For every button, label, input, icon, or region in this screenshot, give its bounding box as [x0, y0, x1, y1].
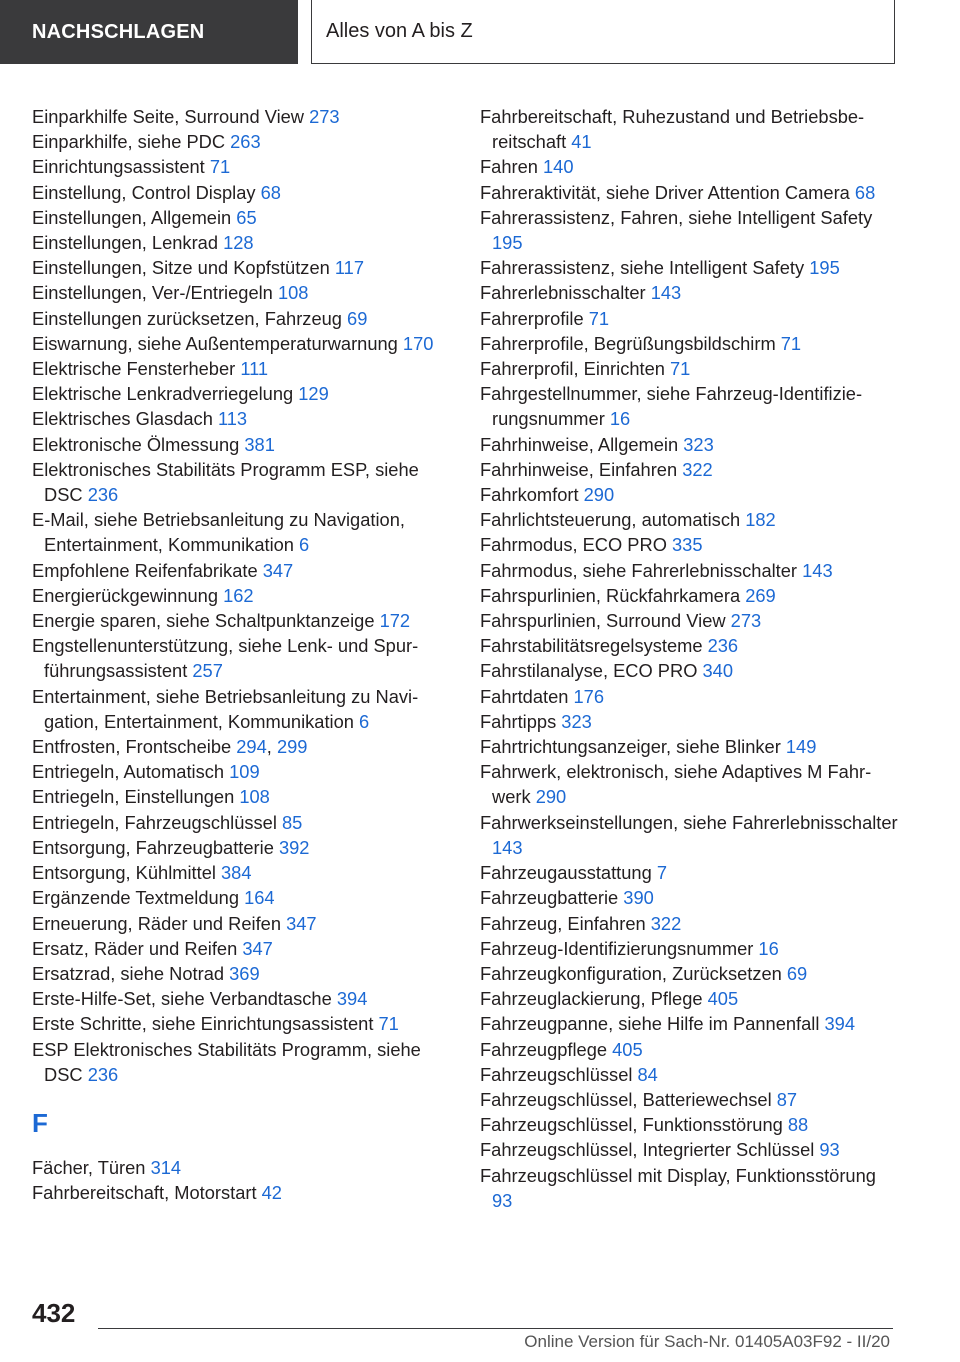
- page-reference-link[interactable]: 195: [809, 257, 840, 279]
- page-reference-link[interactable]: 71: [209, 156, 231, 178]
- index-entry: Entfrosten, Frontscheibe 294, 299: [32, 736, 308, 758]
- index-entry: [32, 885, 452, 910]
- page-reference-link[interactable]: 394: [824, 1013, 856, 1035]
- index-entry: [480, 1087, 900, 1112]
- page-reference-link[interactable]: 71: [670, 358, 691, 380]
- index-term: Fahrzeugausstattung: [480, 862, 657, 884]
- index-term: Fahrtipps: [480, 710, 562, 732]
- page-reference-link[interactable]: 108: [239, 786, 270, 808]
- page-reference-link[interactable]: 41: [571, 131, 592, 153]
- index-entry: [32, 759, 452, 784]
- index-term: Fahrbereitschaft, Ruhezustand und Betriebsbereitschaft: [480, 106, 865, 153]
- index-term: Einstellungen, Ver-/Entriegeln: [32, 282, 278, 304]
- index-entry: [32, 180, 452, 205]
- page-reference-link[interactable]: 347: [262, 559, 294, 581]
- index-entry: [480, 759, 900, 809]
- index-term: Fahreraktivität, siehe Driver Attention Camera: [480, 181, 855, 203]
- index-entry: [480, 911, 900, 936]
- index-entry: [480, 810, 900, 860]
- page-reference-link[interactable]: 16: [758, 937, 779, 959]
- index-entry: [32, 129, 452, 154]
- index-column-left: [32, 104, 452, 1205]
- page-reference-link[interactable]: 347: [242, 937, 273, 959]
- index-term: Einstellungen, Sitze und Kopfstützen: [32, 257, 335, 279]
- page-reference-link[interactable]: 7: [656, 862, 668, 884]
- page-reference-link[interactable]: 176: [573, 685, 605, 707]
- page-reference-link[interactable]: 109: [229, 761, 260, 783]
- index-term: Fahrmodus, ECO PRO: [480, 534, 673, 556]
- index-term: Elektrische Fensterheber: [32, 358, 241, 380]
- index-entry: [480, 482, 900, 507]
- page-reference-link[interactable]: 290: [583, 484, 615, 506]
- index-entry: [480, 734, 900, 759]
- index-entry: [32, 356, 452, 381]
- index-entry: [480, 885, 900, 910]
- index-entry: [32, 558, 452, 583]
- index-term: Fahrzeugkonfiguration, Zurücksetzen: [480, 962, 787, 984]
- index-term: Fahrerprofile, Begrüßungsbildschirm: [480, 332, 781, 354]
- index-term: Entsorgung, Kühlmittel: [32, 862, 222, 884]
- page-reference-link[interactable]: 143: [650, 282, 682, 304]
- index-term: Fahrwerk, elektronisch, siehe Adaptives M Fahrwerk: [480, 761, 872, 808]
- index-term: Entfrosten, Frontscheibe: [32, 736, 237, 758]
- index-entry: [480, 1137, 900, 1162]
- index-entry: [480, 457, 900, 482]
- index-entry: [32, 961, 452, 986]
- index-entry: [480, 432, 900, 457]
- page-reference-link[interactable]: 263: [230, 131, 261, 153]
- index-entry: [480, 1011, 900, 1036]
- index-entry: [32, 986, 452, 1011]
- index-entry: [32, 507, 452, 557]
- page-reference-link[interactable]: 236: [87, 1063, 119, 1085]
- index-entry: [480, 104, 900, 154]
- index-term: Entriegeln, Fahrzeugschlüssel: [32, 811, 282, 833]
- page-reference-link[interactable]: 322: [682, 458, 713, 480]
- page-reference-link[interactable]: 162: [223, 584, 254, 606]
- page-reference-link[interactable]: 71: [588, 307, 610, 329]
- index-term: Fahrzeug-Identifizierungsnummer: [480, 937, 759, 959]
- index-term: Fächer, Türen: [32, 1156, 151, 1178]
- page-reference-link[interactable]: 269: [745, 584, 776, 606]
- index-entry: [32, 1037, 452, 1087]
- index-term: Fahrzeug, Einfahren: [480, 912, 651, 934]
- index-entry: [480, 961, 900, 986]
- index-term: Fahrmodus, siehe Fahrerlebnisschalter: [480, 559, 803, 581]
- index-entry: [480, 633, 900, 658]
- index-entry: [32, 280, 452, 305]
- index-entry: [480, 356, 900, 381]
- index-term: Fahrlichtsteuerung, automatisch: [480, 509, 746, 531]
- page-reference-link[interactable]: 113: [217, 408, 248, 430]
- index-entry: [32, 230, 452, 255]
- page-reference-link[interactable]: 129: [298, 383, 329, 405]
- index-term: Einstellung, Control Display: [32, 181, 261, 203]
- index-entry: [480, 381, 900, 431]
- index-entry: [480, 608, 900, 633]
- index-entry: [480, 1062, 900, 1087]
- index-term: Fahrbereitschaft, Motorstart: [32, 1182, 262, 1204]
- page-reference-link[interactable]: 182: [745, 509, 776, 531]
- page-reference-link[interactable]: 195: [492, 232, 523, 254]
- footer-divider: [98, 1328, 893, 1329]
- index-list-f-continued: [480, 104, 900, 1213]
- index-term: Fahrerprofil, Einrichten: [480, 358, 670, 380]
- page-reference-link[interactable]: 68: [854, 181, 876, 203]
- page-reference-link[interactable]: 314: [150, 1156, 182, 1178]
- page-reference-link[interactable]: 85: [281, 811, 303, 833]
- chapter-title: Alles von A bis Z: [311, 0, 895, 64]
- index-entry: [480, 658, 900, 683]
- page-reference-link[interactable]: 405: [612, 1038, 643, 1060]
- page-reference-link[interactable]: 405: [707, 988, 739, 1010]
- index-term: Entsorgung, Fahrzeugbatterie: [32, 836, 279, 858]
- index-entry: [480, 154, 900, 179]
- page-number: 432: [32, 1298, 76, 1328]
- page-reference-link[interactable]: 140: [543, 156, 574, 178]
- page-reference-link[interactable]: 236: [87, 484, 119, 506]
- index-term: Fahrwerkseinstellungen, siehe Fahrerlebnisschalter: [480, 811, 898, 833]
- index-term: Elektrisches Glasdach: [32, 408, 218, 430]
- index-term: Elektronisches Stabilitäts Programm ESP, siehe DSC: [32, 458, 419, 506]
- index-entry: [480, 860, 900, 885]
- index-term: Fahrzeugbatterie: [480, 887, 624, 909]
- index-term: Erste-Hilfe-Set, siehe Verbandtasche: [32, 988, 337, 1010]
- page-reference-link[interactable]: 290: [535, 786, 567, 808]
- index-term: Fahrspurlinien, Surround View: [480, 610, 731, 632]
- page-reference-link[interactable]: 299: [276, 736, 308, 758]
- page-reference-link[interactable]: 381: [244, 433, 275, 455]
- page-reference-link[interactable]: 117: [334, 257, 365, 279]
- index-entry: [32, 331, 452, 356]
- page-reference-link[interactable]: 6: [359, 710, 370, 732]
- index-term: Fahrspurlinien, Rückfahrkamera: [480, 584, 746, 606]
- index-list-e: [32, 104, 452, 1087]
- index-entry: [480, 709, 900, 734]
- index-entry: [32, 860, 452, 885]
- page-reference-link[interactable]: 68: [260, 181, 281, 203]
- page-reference-link[interactable]: 273: [309, 106, 340, 127]
- index-term: Einstellungen zurücksetzen, Fahrzeug: [32, 307, 348, 329]
- index-entry: [480, 180, 900, 205]
- index-entry: [32, 432, 452, 457]
- index-term: Fahrerprofile: [480, 307, 589, 329]
- index-entry: [480, 936, 900, 961]
- index-term: Fahrerlebnisschalter: [480, 282, 651, 304]
- index-term: Eiswarnung, siehe Außentemperaturwarnung: [32, 332, 403, 354]
- index-entry: [32, 810, 452, 835]
- index-term: Fahrstilanalyse, ECO PRO: [480, 660, 703, 682]
- page-reference-link[interactable]: 273: [730, 610, 762, 632]
- page-reference-link[interactable]: 16: [609, 408, 631, 430]
- index-term: ESP Elektronisches Stabilitäts Programm, siehe DSC: [32, 1038, 421, 1085]
- index-term: Einparkhilfe Seite, Surround View: [32, 106, 310, 127]
- index-entry: [480, 986, 900, 1011]
- page-reference-link[interactable]: 69: [347, 307, 368, 329]
- index-column-right: [480, 104, 900, 1213]
- index-term: Fahrzeugschlüssel, Integrierter Schlüssel: [480, 1139, 820, 1161]
- index-entry: [32, 684, 452, 734]
- index-entry: [480, 1037, 900, 1062]
- index-entry: [32, 406, 452, 431]
- index-entry: [32, 104, 452, 129]
- index-entry: [32, 457, 452, 507]
- index-list-f: [32, 1155, 452, 1205]
- page-reference-link[interactable]: 143: [802, 559, 833, 581]
- index-term: Fahrkomfort: [480, 484, 584, 506]
- index-term: Fahrzeugschlüssel mit Display, Funktionsstörung: [480, 1164, 876, 1186]
- index-entry: [480, 306, 900, 331]
- index-entry: [480, 558, 900, 583]
- page-reference-link[interactable]: 394: [336, 988, 368, 1010]
- index-term: Einstellungen, Allgemein: [32, 206, 237, 228]
- index-term: Einrichtungsassistent: [32, 156, 210, 178]
- section-tab: NACHSCHLAGEN: [0, 0, 298, 64]
- index-entry: [32, 784, 452, 809]
- index-entry: [480, 255, 900, 280]
- index-term: Energie sparen, siehe Schaltpunktanzeige: [32, 610, 380, 632]
- page-reference-link[interactable]: 340: [702, 660, 734, 682]
- index-entry: [32, 608, 452, 633]
- index-term: Elektrische Lenkradverriegelung: [32, 383, 299, 405]
- index-term: Elektronische Ölmessung: [32, 433, 245, 455]
- page-reference-link[interactable]: 335: [672, 534, 703, 556]
- index-entry: [32, 1180, 452, 1205]
- page-reference-link[interactable]: 392: [278, 836, 310, 858]
- index-term: Engstellenunterstützung, siehe Lenk- und Spurführungsassistent: [32, 635, 419, 682]
- index-term: Entriegeln, Einstellungen: [32, 786, 240, 808]
- page-reference-link[interactable]: 111: [240, 358, 269, 380]
- index-term: Ergänzende Textmeldung: [32, 887, 245, 909]
- page-reference-link[interactable]: 88: [787, 1114, 809, 1136]
- index-term: Fahrzeugpflege: [480, 1038, 613, 1060]
- page-reference-link[interactable]: 69: [786, 962, 808, 984]
- index-entry: [480, 507, 900, 532]
- page-reference-link[interactable]: 108: [277, 282, 309, 304]
- page-reference-link[interactable]: 294: [236, 736, 267, 758]
- page-reference-link[interactable]: 323: [561, 710, 592, 732]
- index-entry: [32, 583, 452, 608]
- page-reference-link[interactable]: 164: [244, 887, 275, 909]
- page-reference-link[interactable]: 93: [492, 1189, 513, 1211]
- page-reference-link[interactable]: 149: [785, 736, 817, 758]
- page-reference-link[interactable]: 87: [776, 1088, 798, 1110]
- index-term: Entertainment, siehe Betriebsanleitung zu Navigation, Entertainment, Kommunikation: [32, 685, 419, 732]
- index-entry: [480, 532, 900, 557]
- page-header: [0, 0, 960, 64]
- index-term: Einparkhilfe, siehe PDC: [32, 131, 231, 153]
- page-reference-link[interactable]: 71: [780, 332, 802, 354]
- page-reference-link[interactable]: 71: [378, 1013, 399, 1035]
- index-term: Einstellungen, Lenkrad: [32, 232, 224, 254]
- page-reference-link[interactable]: 390: [623, 887, 654, 909]
- index-term: Ersatzrad, siehe Notrad: [32, 962, 230, 984]
- index-term: Energierückgewinnung: [32, 584, 224, 606]
- index-entry: [480, 1112, 900, 1137]
- index-term: Fahrzeugpanne, siehe Hilfe im Pannenfall: [480, 1013, 825, 1035]
- index-term: Fahrzeugschlüssel: [480, 1063, 638, 1085]
- index-term: Fahren: [480, 156, 544, 178]
- index-entry: [480, 280, 900, 305]
- page-reference-link[interactable]: 257: [192, 660, 223, 682]
- index-term: Fahrhinweise, Allgemein: [480, 433, 684, 455]
- index-entry: [32, 381, 452, 406]
- index-term: Fahrzeugschlüssel, Funktionsstörung: [480, 1114, 788, 1136]
- index-entry: [480, 1163, 900, 1213]
- section-letter-f: F: [32, 1107, 48, 1138]
- index-entry: [480, 583, 900, 608]
- page-reference-link[interactable]: 6: [299, 534, 310, 556]
- index-term: Erneuerung, Räder und Reifen: [32, 912, 287, 934]
- index-term: Entriegeln, Automatisch: [32, 761, 230, 783]
- index-entry: [480, 684, 900, 709]
- page-reference-link[interactable]: 170: [402, 332, 434, 354]
- index-term: Fahrtdaten: [480, 685, 574, 707]
- page-reference-link[interactable]: 384: [221, 862, 252, 884]
- index-entry: [32, 1155, 452, 1180]
- index-entry: [32, 306, 452, 331]
- index-entry: [32, 911, 452, 936]
- page-reference-link[interactable]: 143: [492, 836, 523, 858]
- index-term: Fahrzeuglackierung, Pflege: [480, 988, 708, 1010]
- page-reference-link[interactable]: 322: [650, 912, 682, 934]
- index-entry: [32, 936, 452, 961]
- index-term: Fahrerassistenz, Fahren, siehe Intelligent Safety: [480, 206, 873, 228]
- index-entry: [32, 1011, 452, 1036]
- index-term: Fahrzeugschlüssel, Batteriewechsel: [480, 1088, 777, 1110]
- page-reference-link[interactable]: 65: [236, 206, 257, 228]
- index-entry: [480, 331, 900, 356]
- page-reference-link[interactable]: 236: [707, 635, 739, 657]
- page-reference-link[interactable]: 42: [261, 1182, 282, 1204]
- index-entry: [32, 633, 452, 683]
- page-reference-link[interactable]: 93: [819, 1139, 840, 1161]
- index-term: Empfohlene Reifenfabrikate: [32, 559, 263, 581]
- page-reference-link[interactable]: 84: [637, 1063, 658, 1085]
- index-entry: [480, 205, 900, 255]
- index-entry: [32, 154, 452, 179]
- page-reference-link[interactable]: 323: [683, 433, 714, 455]
- page-reference-link[interactable]: 128: [223, 232, 254, 254]
- index-term: E-Mail, siehe Betriebsanleitung zu Navigation, Entertainment, Kommunikation: [32, 509, 405, 556]
- footer-version-text: Online Version für Sach-Nr. 01405A03F92 - II/20: [524, 1332, 890, 1351]
- index-term: Fahrstabilitätsregelsysteme: [480, 635, 708, 657]
- page-reference-link[interactable]: 172: [379, 610, 411, 632]
- page-reference-link[interactable]: 347: [286, 912, 317, 934]
- index-term: Ersatz, Räder und Reifen: [32, 937, 243, 959]
- page-reference-link[interactable]: 369: [229, 962, 260, 984]
- index-term: Fahrhinweise, Einfahren: [480, 458, 683, 480]
- index-term: Erste Schritte, siehe Einrichtungsassistent: [32, 1013, 379, 1035]
- index-term: Fahrerassistenz, siehe Intelligent Safety: [480, 257, 810, 279]
- index-term: Fahrtrichtungsanzeiger, siehe Blinker: [480, 736, 786, 758]
- index-term: Fahrgestellnummer, siehe Fahrzeug-Identifizierungsnummer: [480, 383, 863, 430]
- index-entry: [32, 255, 452, 280]
- index-entry: [32, 205, 452, 230]
- index-entry: [32, 835, 452, 860]
